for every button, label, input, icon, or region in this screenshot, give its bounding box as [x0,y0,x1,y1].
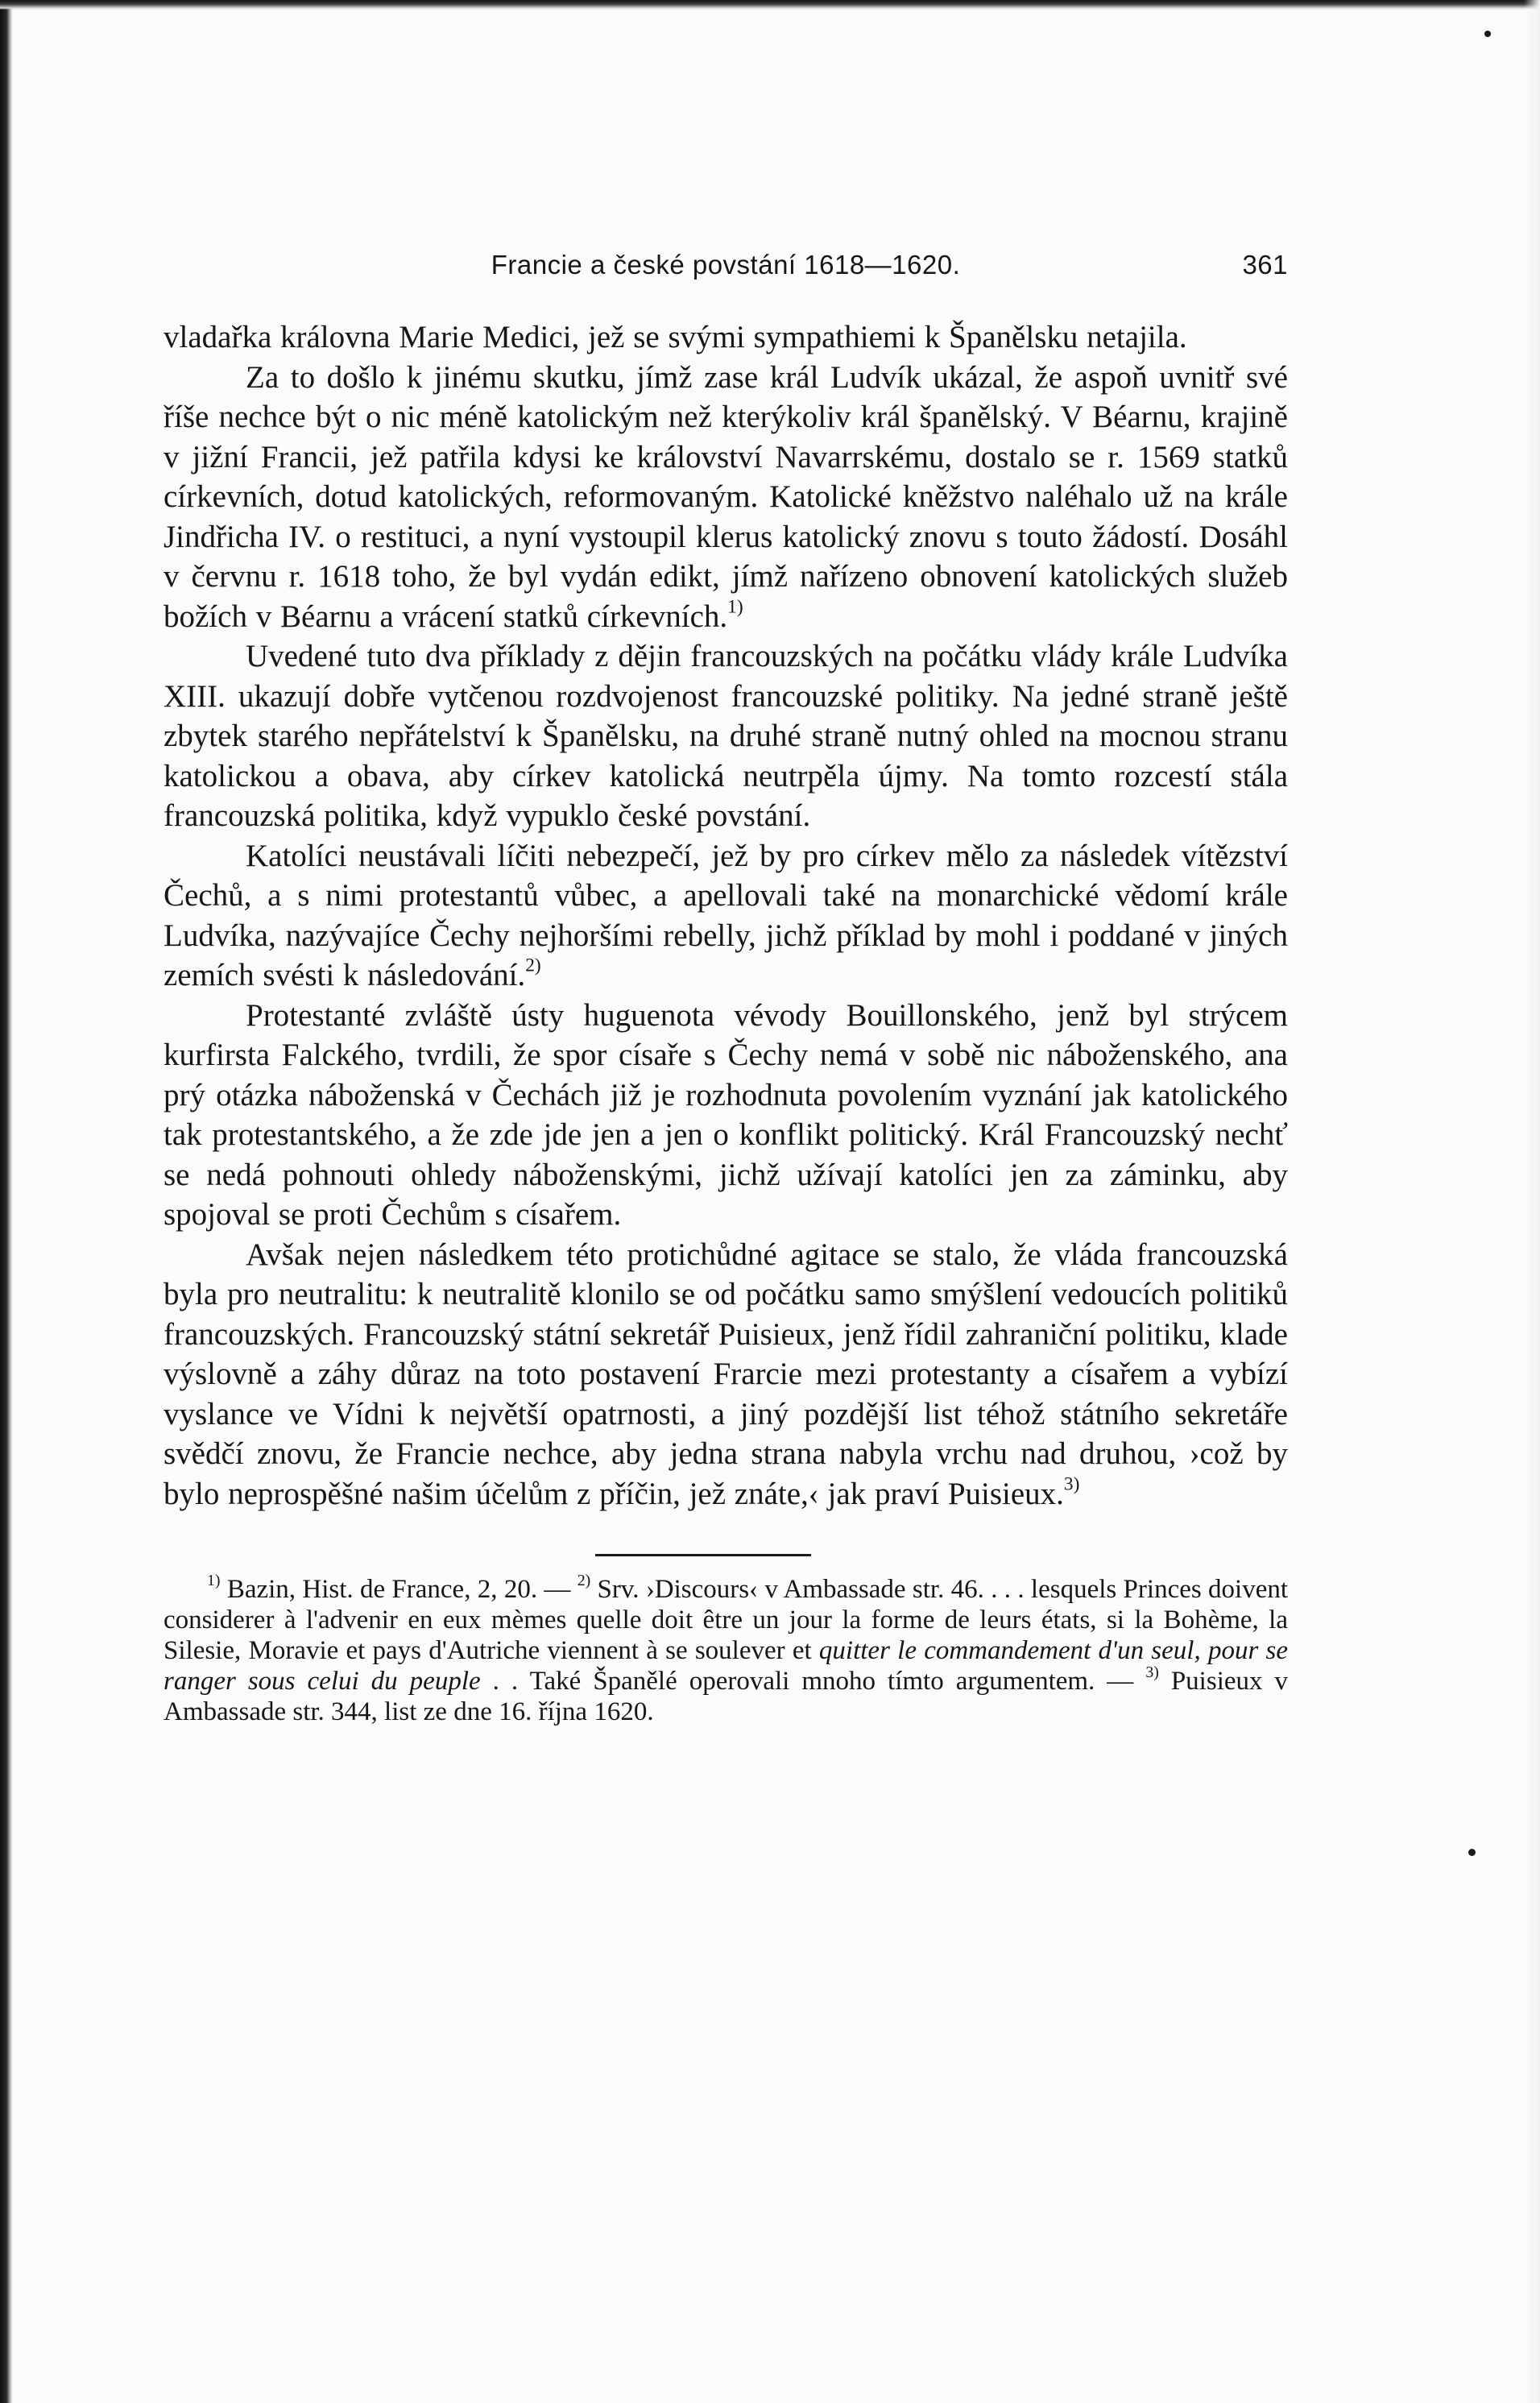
paragraph-5 [164,996,1288,1235]
footnote-3-text: Puisieux v Ambassade str. 344, list ze dne 16. října 1620. [164,1667,1289,1726]
paragraph-text: Katolíci neustávali líčiti nebezpečí, jež by pro církev mělo za následek vítězství Čechů, a s nimi protestantů vůbec, a apellovali také na monarchické vědomí krále Ludvíka, nazývajíce Čechy nejhoršími rebelly, jichž příklad by mohl i poddané v jiných zemích svésti k následování. [164,838,1288,992]
footnote-reference: 3) [1063,1473,1080,1494]
scan-speck [1484,31,1491,37]
paragraph-4 [164,836,1288,996]
paragraph-text: vladařka královna Marie Medici, jež se svými sympathiemi k Španělsku netajila. [164,320,1187,354]
footnote-mark: 2) [577,1572,591,1590]
body-text [164,317,1288,1514]
scan-edge-left [0,0,13,2403]
paragraph-1 [164,317,1288,358]
scan-speck [1468,1849,1476,1856]
paragraph-6 [164,1235,1288,1514]
running-head [164,234,1288,282]
footnote-reference-number: 1 [727,595,737,617]
footnotes [164,1574,1288,1727]
footnote-mark-number: 1 [207,1572,215,1590]
scan-edge-top [0,0,1540,10]
running-title: Francie a české povstání 1618—1620. [491,250,961,280]
book-page [164,234,1288,1727]
paragraph-text: Avšak nejen následkem této protichůdné agitace se stalo, že vláda francouzská byla pro neutralitu: k neutralitě klonilo se od počátku samo smýšlení vedoucích politiků francouzských. Francouzský státní sekretář Puisieux, jenž řídil zahraniční politiku, klade výslovně a záhy důraz na toto postavení Frarcie mezi protestanty a císařem a vybízí vyslance ve Vídni k největší opatrnosti, a jiný pozdější list téhož státního sekretáře svědčí znovu, že Francie nechce, aby jedna strana nabyla vrchu nad druhou, ›což by bylo neprospěšné našim účelům z příčin, jež znáte,‹ jak praví Puisieux. [164,1237,1288,1511]
footnote-mark: 1) [207,1572,221,1590]
footnote-reference: 1) [727,595,743,617]
footnote-block [164,1574,1288,1727]
page-number: 361 [1242,250,1288,280]
footnote-reference-number: 3 [1063,1473,1074,1494]
paragraph-2 [164,358,1288,637]
footnote-reference-number: 2 [525,955,535,976]
footnote-2-italic-quote: quitter le commandement d'un seul, pour se ranger sous celui du peuple [164,1636,1289,1696]
footnote-divider [595,1554,811,1556]
paragraph-3 [164,636,1288,836]
paragraph-text: Za to došlo k jinému skutku, jímž zase král Ludvík ukázal, že aspoň uvnitř své říše nechce být o nic méně katolickým než kterýkoliv král španělský. V Béarnu, krajině v jižní Francii, jež patřila kdysi ke království Navarrskému, dostalo se r. 1569 statků církevních, dotud katolických, reformovaným. Katolické kněžstvo naléhalo už na krále Jindřicha IV. o restituci, a nyní vystoupil klerus katolický znovu s touto žádostí. Dosáhl v červnu r. 1618 toho, že byl vydán edikt, jímž nařízeno obnovení katolických služeb božích v Béarnu a vrácení statků církevních. [164,359,1288,634]
footnote-2-text-cont: . . Také Španělé operovali mnoho tímto argumentem. — [492,1667,1134,1696]
footnote-mark-number: 3 [1145,1663,1154,1682]
paragraph-text: Uvedené tuto dva příklady z dějin francouzských na počátku vlády krále Ludvíka XIII. ukazují dobře vytčenou rozdvojenost francouzské politiky. Na jedné straně ještě zbytek starého nepřátelství k Španělsku, na druhé straně nutný ohled na mocnou stranu katolickou a obava, aby církev katolická neutrpěla újmy. Na tomto rozcestí stála francouzská politika, když vypuklo české povstání. [164,639,1288,833]
footnote-1-text: Bazin, Hist. de France, 2, 20. — [226,1575,571,1604]
footnote-2-text: Srv. ›Discours‹ v Ambassade str. 46. . . . lesquels Princes doivent considerer à l'advenir en eux mèmes quelle doit être un jour la forme de leurs états, si la Bohème, la Silesie, Moravie et pays d'Autriche viennent à se soulever et [164,1575,1289,1665]
footnote-mark: 3) [1145,1663,1159,1682]
footnote-mark-number: 2 [577,1572,586,1590]
footnote-reference: 2) [525,955,541,976]
paragraph-text: Protestanté zvláště ústy huguenota vévody Bouillonského, jenž byl strýcem kurfirsta Falckého, tvrdili, že spor císaře s Čechy nemá v sobě nic náboženského, ana prý otázka náboženská v Čechách již je rozhodnuta povolením vyznání jak katolického tak protestantského, a že zde jde jen a jen o konflikt politický. Král Francouzský nechť se nedá pohnouti ohledy náboženskými, jichž užívají katolíci jen za záminku, aby spojoval se proti Čechům s císařem. [164,997,1288,1232]
scan-edge-right [1524,0,1540,2403]
